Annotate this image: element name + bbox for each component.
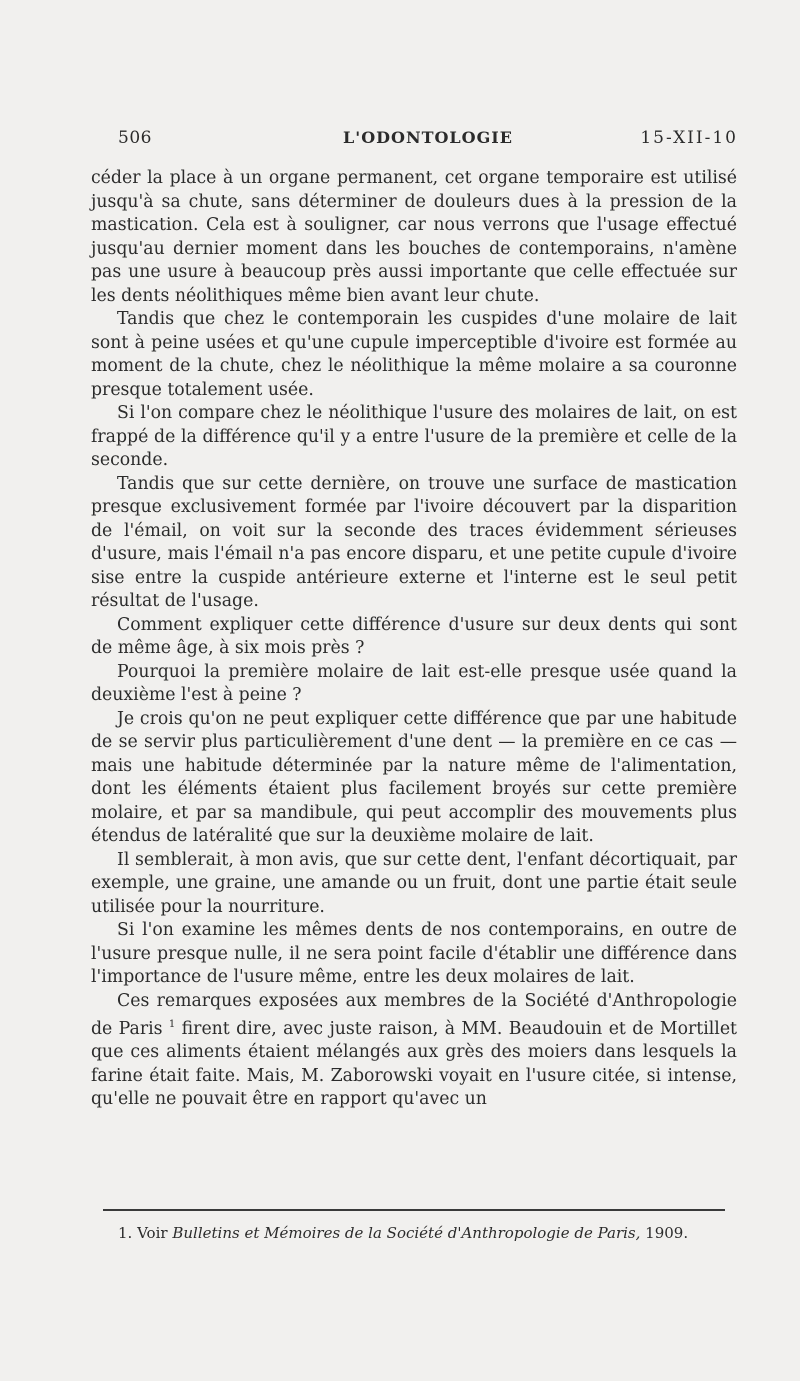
paragraph-with-footnote-ref	[91, 990, 737, 1112]
paragraph: Comment expliquer cette différence d'usure sur deux dents qui sont de même âge, à six mois près ?	[91, 614, 737, 658]
paragraph: céder la place à un organe permanent, cet organe temporaire est utilisé jusqu'à sa chute, sans déterminer de douleurs dues à la pression de la mastication. Cela est à souligner, car nous verrons que l'usage effectué jusqu'au dernier moment dans les bouches de contemporains, n'amène pas une usure à beaucoup près aussi importante que celle effectuée sur les dents néolithiques même bien avant leur chute.	[91, 168, 737, 306]
footnote-divider	[103, 1209, 725, 1211]
footnote-year: 1909.	[645, 1224, 689, 1242]
body-text	[91, 167, 737, 1112]
paragraph: Je crois qu'on ne peut expliquer cette différence que par une habitude de se servir plus particulièrement d'une dent — la première en ce cas — mais une habitude déterminée par la nature même de l'alimentation, dont les éléments étaient plus facilement broyés sur cette première molaire, et par sa mandibule, qui peut accomplir des mouvements plus étendus de latéralité que sur la deuxième molaire de lait.	[91, 708, 737, 846]
paragraph: Tandis que chez le contemporain les cuspides d'une molaire de lait sont à peine usées et qu'une cupule imperceptible d'ivoire est formée au moment de la chute, chez le néolithique la même molaire a sa couronne presque totalement usée.	[91, 309, 737, 400]
footnote	[118, 1224, 738, 1242]
paragraph: Si l'on compare chez le néolithique l'usure des molaires de lait, on est frappé de la différence qu'il y a entre l'usure de la première et celle de la seconde.	[91, 403, 737, 470]
footnote-prefix: Voir	[137, 1224, 168, 1242]
issue-date: 15-XII-10	[640, 128, 738, 148]
paragraph: Si l'on examine les mêmes dents de nos contemporains, en outre de l'usure presque nulle, il ne sera point facile d'établir une différence dans l'importance de l'usure même, entre les deux molaires de lait.	[91, 920, 737, 987]
paragraph: Tandis que sur cette dernière, on trouve une surface de mastication presque exclusivement formée par l'ivoire découvert par la disparition de l'émail, on voit sur la seconde des traces évidemment sérieuses d'usure, mais l'émail n'a pas encore disparu, et une petite cupule d'ivoire sise entre la cuspide antérieure externe et l'interne est le seul petit résultat de l'usage.	[91, 473, 737, 611]
paragraph-text: firent dire, avec juste raison, à MM. Beaudouin et de Mortillet que ces aliments étaient mélangés aux grès des moiers dans lesquels la farine était faite. Mais, M. Zaborowski voyait en l'usure citée, si intense, qu'elle ne pouvait être en rapport qu'avec un	[91, 1018, 737, 1110]
running-header	[118, 128, 738, 156]
page-number: 506	[118, 128, 152, 148]
footnote-reference[interactable]: 1	[168, 1019, 176, 1030]
footnote-number: 1.	[118, 1224, 133, 1242]
paragraph-text: Ces remarques exposées aux membres de la Société d'Anthropologie de Paris	[91, 990, 737, 1039]
paragraph: Il semblerait, à mon avis, que sur cette dent, l'enfant décortiquait, par exemple, une graine, une amande ou un fruit, dont une partie était seule utilisée pour la nourriture.	[91, 849, 737, 917]
paragraph: Pourquoi la première molaire de lait est-elle presque usée quand la deuxième l'est à peine ?	[91, 661, 737, 705]
running-title: L'ODONTOLOGIE	[343, 128, 513, 147]
footnote-title: Bulletins et Mémoires de la Société d'Anthropologie de Paris,	[172, 1224, 641, 1242]
